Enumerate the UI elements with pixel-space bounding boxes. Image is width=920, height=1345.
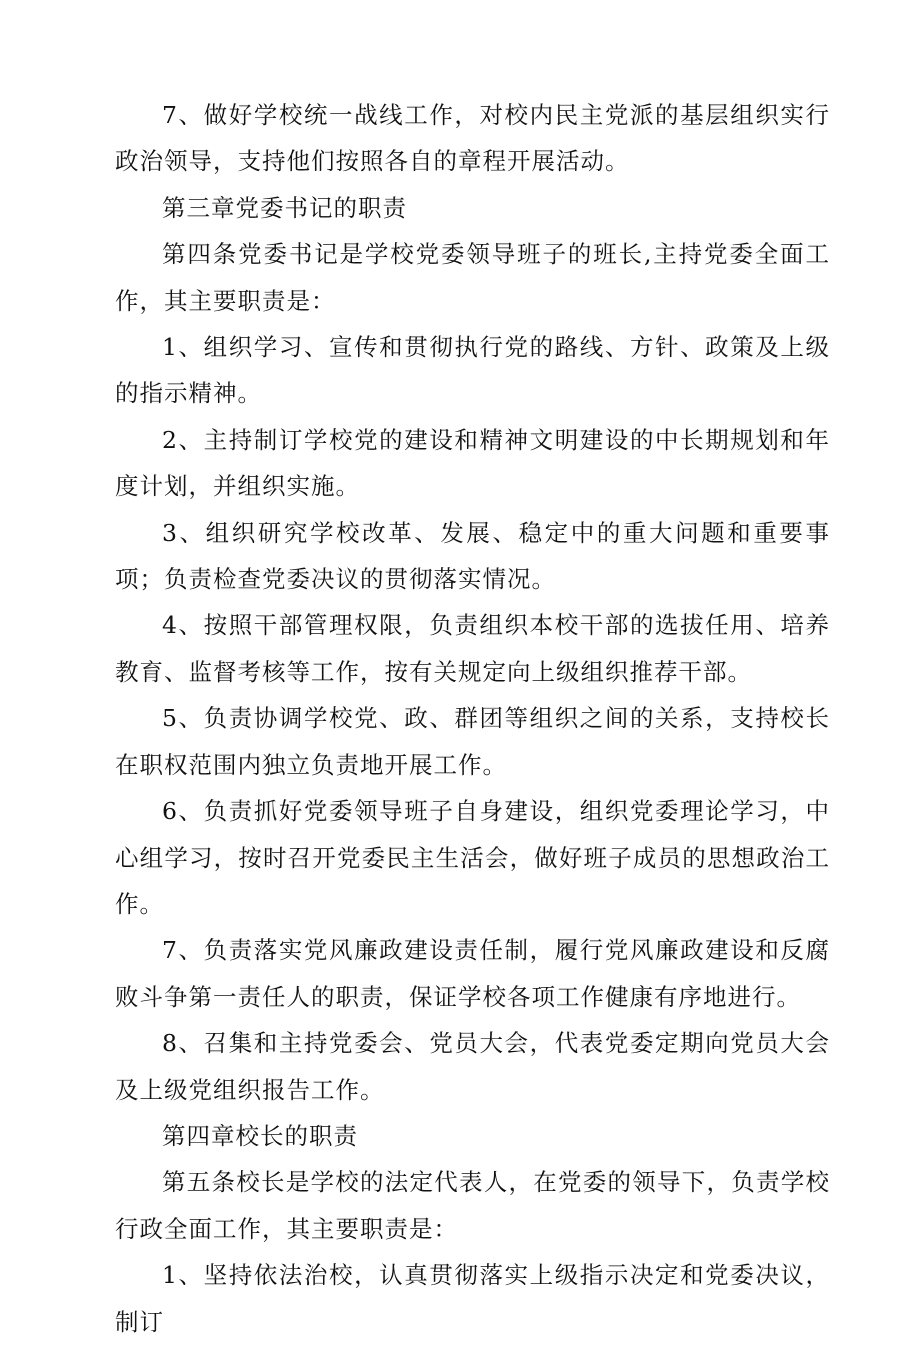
secretary-duty-6: 6、负责抓好党委领导班子自身建设，组织党委理论学习，中心组学习，按时召开党委民主生活会，做好班子成员的思想政治工作。 — [115, 797, 830, 918]
paragraph-item-7-united-front: 7、做好学校统一战线工作，对校内民主党派的基层组织实行政治领导，支持他们按照各自的章程开展活动。 — [115, 101, 830, 176]
article-4-paragraph: 第四条党委书记是学校党委领导班子的班长,主持党委全面工作，其主要职责是： — [115, 240, 830, 315]
document-body — [115, 92, 830, 1345]
secretary-duty-8: 8、召集和主持党委会、党员大会，代表党委定期向党员大会及上级党组织报告工作。 — [115, 1029, 830, 1104]
secretary-duty-1: 1、组织学习、宣传和贯彻执行党的路线、方针、政策及上级的指示精神。 — [115, 333, 830, 408]
secretary-duty-2: 2、主持制订学校党的建设和精神文明建设的中长期规划和年度计划，并组织实施。 — [115, 425, 830, 501]
article-5-paragraph: 第五条校长是学校的法定代表人，在党委的领导下，负责学校行政全面工作，其主要职责是： — [115, 1168, 830, 1243]
chapter-heading-4: 第四章校长的职责 — [162, 1121, 358, 1150]
secretary-duty-7: 7、负责落实党风廉政建设责任制，履行党风廉政建设和反腐败斗争第一责任人的职责，保证学校各项工作健康有序地进行。 — [115, 936, 830, 1011]
secretary-duty-4: 4、按照干部管理权限，负责组织本校干部的选拔任用、培养教育、监督考核等工作，按有关规定向上级组织推荐干部。 — [115, 611, 830, 686]
secretary-duty-3: 3、组织研究学校改革、发展、稳定中的重大问题和重要事项；负责检查党委决议的贯彻落实情况。 — [115, 518, 830, 594]
principal-duty-1: 1、坚持依法治校，认真贯彻落实上级指示决定和党委决议，制订 — [115, 1261, 830, 1336]
chapter-heading-3: 第三章党委书记的职责 — [162, 193, 407, 222]
secretary-duty-5: 5、负责协调学校党、政、群团等组织之间的关系，支持校长在职权范围内独立负责地开展工作。 — [115, 704, 830, 779]
